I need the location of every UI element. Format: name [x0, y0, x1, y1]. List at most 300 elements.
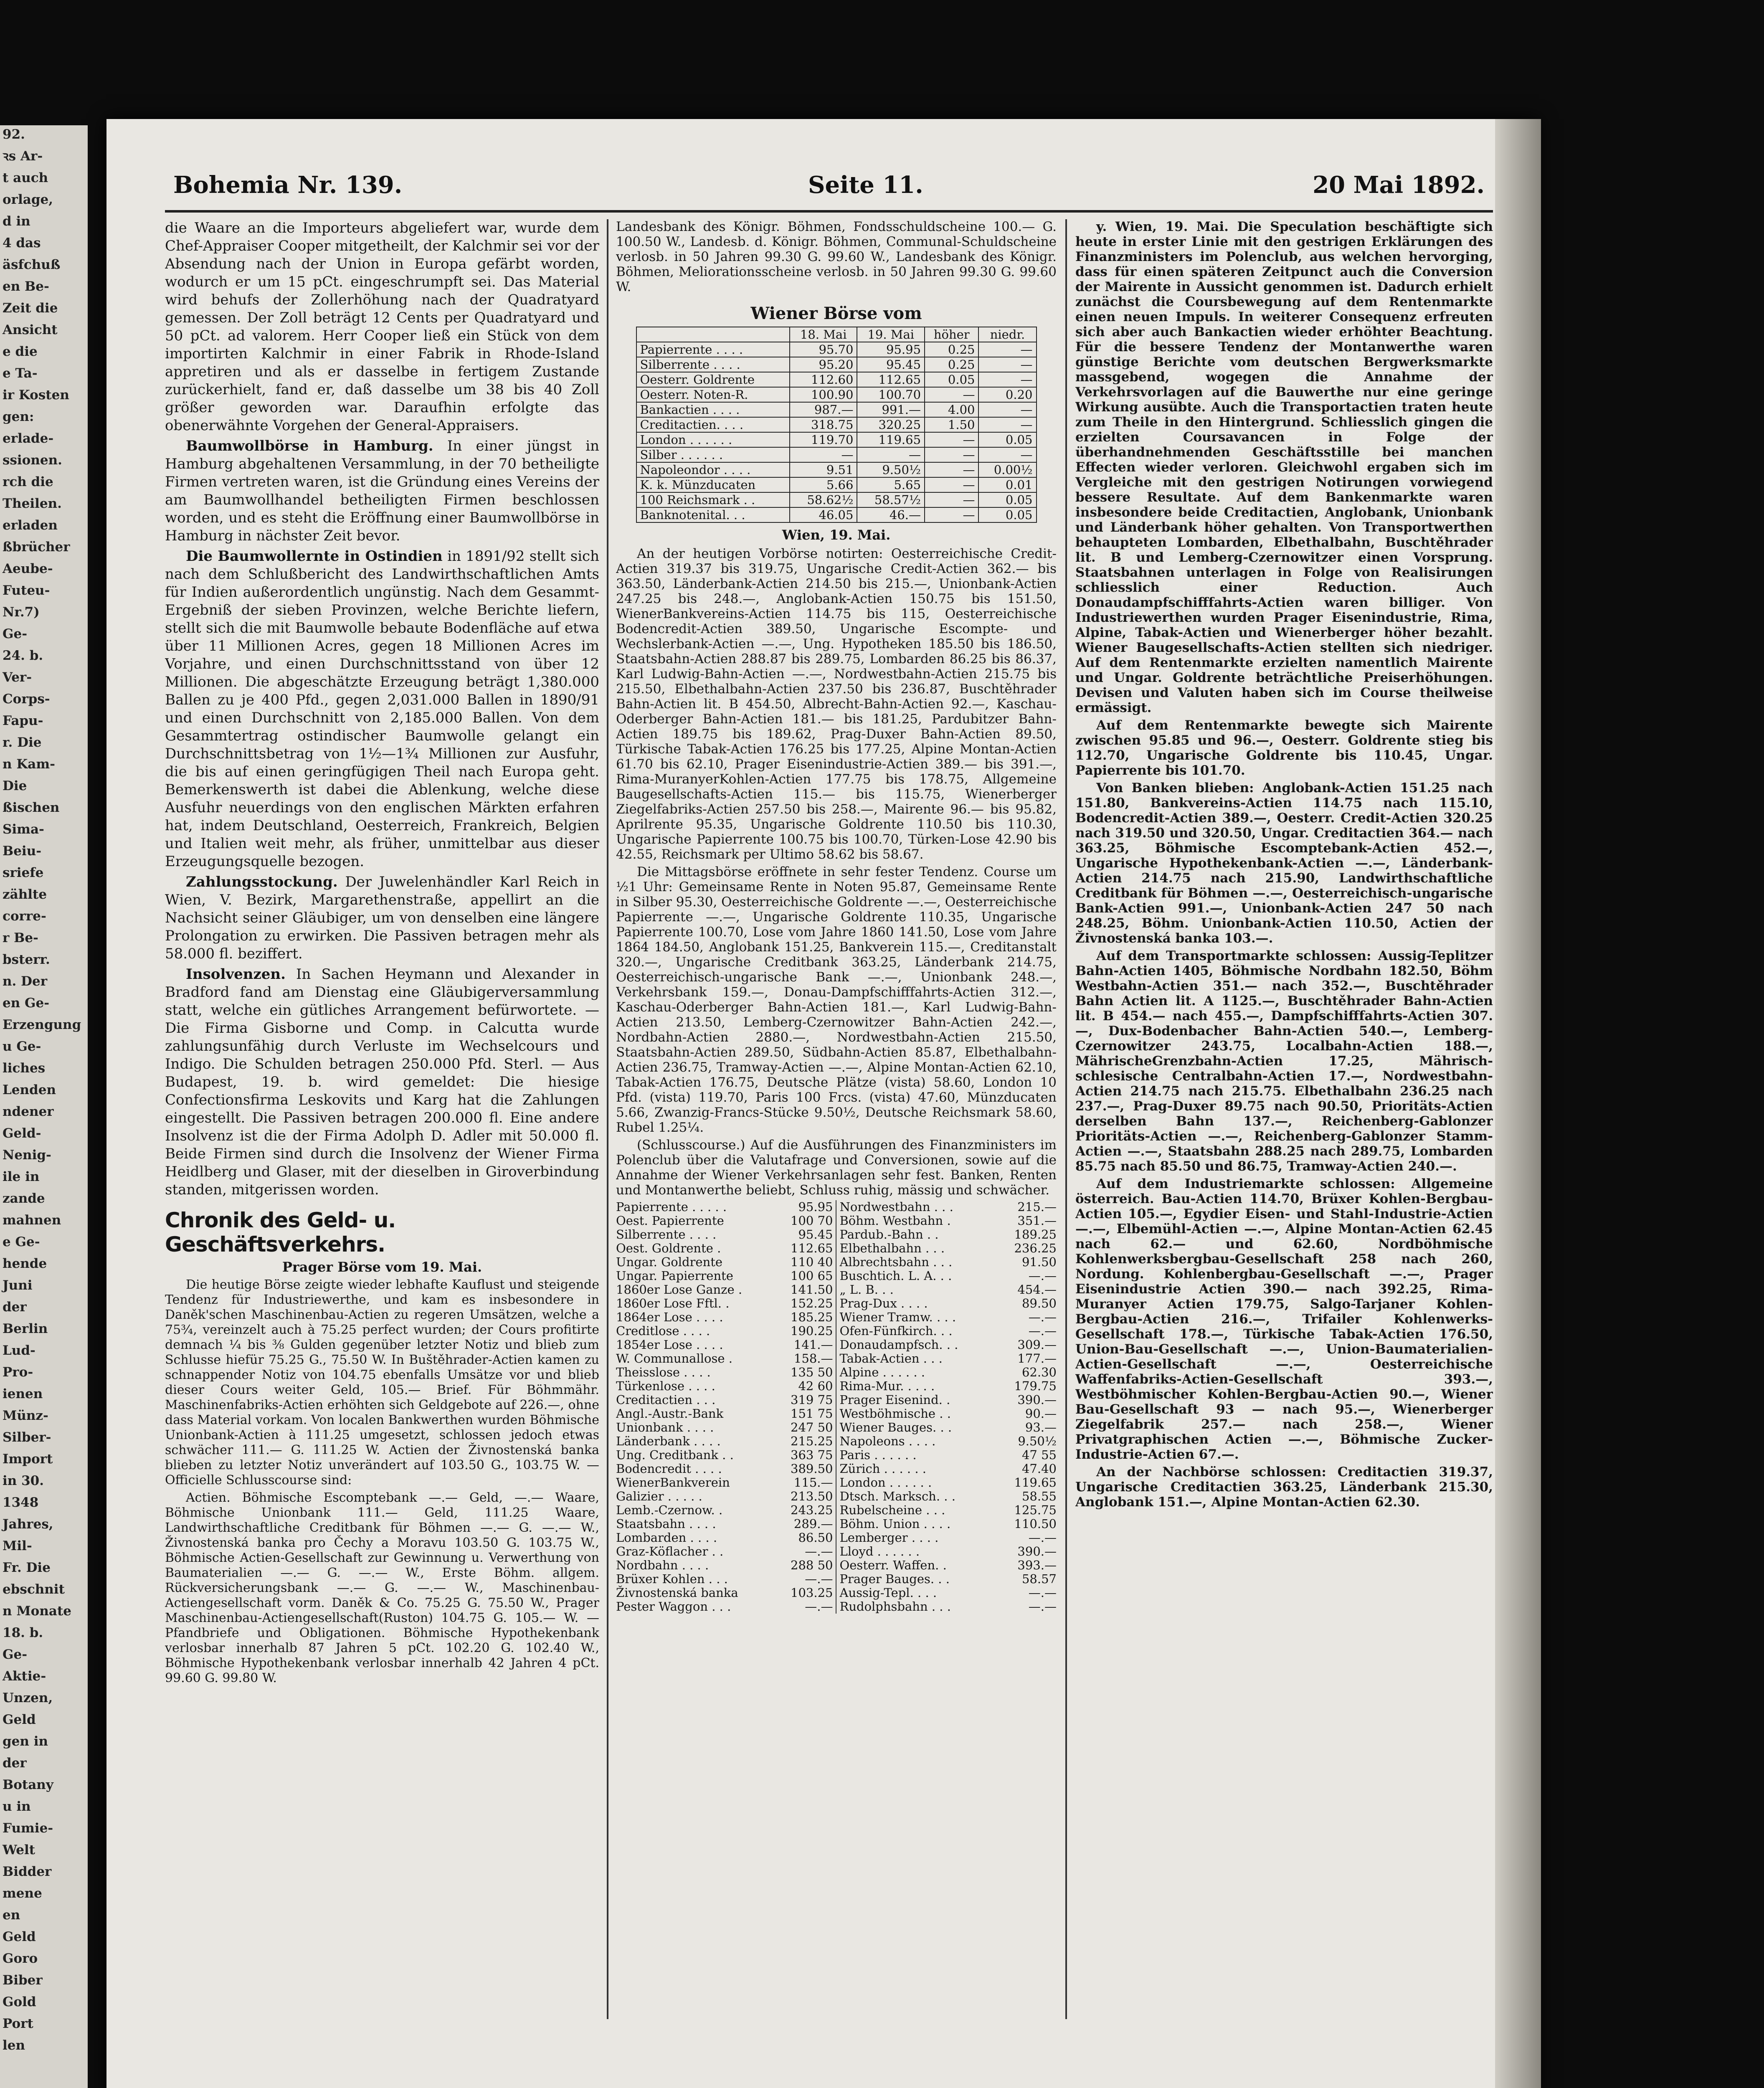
table-cell: 1.50 [925, 417, 978, 432]
left-page-text-fragment: rch die [3, 474, 53, 489]
left-page-text-fragment: ꝛs Ar- [3, 149, 43, 164]
table-cell: 58.57½ [857, 492, 925, 507]
left-page-text-fragment: corre- [3, 909, 46, 924]
security-name: Oest. Papierrente [616, 1214, 724, 1228]
security-price: 309.— [1017, 1338, 1057, 1352]
security-name: Prag-Dux . . . . [839, 1296, 928, 1310]
left-page-text-fragment: Sima- [3, 822, 44, 837]
article-text: in 1891/92 stellt sich nach dem Schlußbericht des Landwirthschaftlichen Amts für Indien außerordentlich ungünstig. Nach dem Gesammt-Ergebniß der sieben Provinzen, welche Berichte liefern, stellt sich die mit Baumwolle bebaute Bodenfläche auf etwa über 11 Millionen Acres, gegen 18 Millionen Acres im Vorjahre, und einen Durchschnittsstand von über 12 Millionen. Die abgeschätzte Erzeugung beträgt 1,380.000 Ballen zu je 400 Pfd., gegen 2,031.000 Ballen in 1890/91 und einen Durchschnitt von 2,185.000 Ballen. Von dem Gesammtertrag ostindischer Baumwolle gelangt ein Durchschnittsbetrag von 1½—1¾ Millionen zur Ausfuhr, die bis auf einen geringfügigen Theil nach Europa geht. Bemerkenswerth ist dabei die Ablenkung, welche diese Ausfuhr neuerdings von den englischen Märkten erfahren hat, indem Deutschland, Oesterreich, Frankreich, Belgien und Italien weit mehr, als früher, unmittelbar aus dieser Erzeugungsquelle bezogen. [165, 548, 599, 870]
header-rule [165, 210, 1493, 213]
security-price: 190.25 [791, 1324, 833, 1338]
newspaper-page [106, 119, 1539, 2088]
page-number: Seite 11. [808, 171, 923, 199]
table-cell: 0.20 [978, 387, 1036, 402]
table-cell: 5.66 [790, 477, 857, 492]
security-name: Dtsch. Marksch. . . [839, 1489, 956, 1503]
list-item [840, 1269, 1057, 1283]
left-page-text-fragment: 18. b. [3, 1625, 43, 1640]
security-name: Zürich . . . . . . [839, 1462, 927, 1476]
security-name: Donaudampfsch. . . [839, 1338, 958, 1352]
list-item [616, 1476, 833, 1490]
security-price: 288 50 [791, 1558, 833, 1572]
list-item [616, 1434, 833, 1448]
column-divider [607, 219, 608, 2019]
security-price: 58.57 [1021, 1572, 1057, 1586]
left-page-text-fragment: len [3, 2038, 25, 2053]
table-cell: — [857, 447, 925, 462]
article-paragraph: Die Mittagsbörse eröffnete in sehr fester Tendenz. Course um ½1 Uhr: Gemeinsame Rente in Noten 95.87, Gemeinsame Rente in Silber 95.30, Oesterreichische Goldrente —.—, Oesterreichische Papierrente —.—, Ungarische Goldrente 110.35, Ungarische Papierrente 100.70, Lose vom Jahre 1860 141.50, Lose vom Jahre 1864 184.50, Anglobank 151.25, Bankverein 115.—, Creditanstalt 320.—, Ungarische Creditbank 363.25, Länderbank 214.75, Oesterreichisch-ungarische Bank —.—, Unionbank 248.—, Verkehrsbank 159.—, Donau-Dampfschifffahrts-Actien 312.—, Kaschau-Oderberger Bahn-Actien 181.—, Karl Ludwig-Bahn-Actien 213.50, Lemberg-Czernowitzer Bahn-Actien 242.—, Nordbahn-Actien 2880.—, Nordwestbahn-Actien 215.50, Staatsbahn-Actien 289.50, Südbahn-Actien 85.87, Elbethalbahn-Actien 236.75, Tramway-Actien —.—, Alpine Montan-Actien 62.10, Tabak-Actien 176.75, Deutsche Plätze (vista) 58.60, London 10 Pfd. (vista) 119.70, Paris 100 Frcs. (vista) 47.60, Münzducaten 5.66, Zwanzig-Francs-Stücke 9.50½, Deutsche Reichsmark 58.60, Rubel 1.25¼. [616, 864, 1057, 1135]
list-item [616, 1462, 833, 1476]
table-cell: — [925, 447, 978, 462]
left-page-text-fragment: Geld [3, 1929, 36, 1944]
security-price: 42 60 [798, 1379, 833, 1393]
left-page-text-fragment: ssionen. [3, 453, 62, 468]
list-item [616, 1310, 833, 1324]
security-name: Graz-Köflacher . . [616, 1544, 724, 1558]
left-page-text-fragment: Gold [3, 1994, 36, 2009]
table-cell: — [790, 447, 857, 462]
security-name: London . . . . . . [839, 1475, 932, 1490]
list-item [840, 1407, 1057, 1421]
security-price: 319 75 [791, 1393, 833, 1407]
left-page-text-fragment: Silber- [3, 1430, 51, 1445]
list-item [840, 1242, 1057, 1255]
article-paragraph: Auf dem Transportmarkte schlossen: Aussig-Teplitzer Bahn-Actien 1405, Böhmische Nordbahn 182.50, Böhm Westbahn-Actien 351.— nach 352.—, Buschtěhrader Bahn Actien lit. A 1125.—, Buschtěhrader Bahn-Actien lit. B 454.— nach 455.—, Dampfschifffahrts-Actien 307.—, Dux-Bodenbacher Bahn-Actien 540.—, Lemberg-Czernowitzer 243.75, Localbahn-Actien 188.—, MährischeGrenzbahn-Actien 17.25, Mährisch-schlesische Centralbahn-Actien 17.—, Nordwestbahn-Actien 214.75 nach 215.75. Elbethalbahn 236.25 nach 237.—, Prag-Duxer 89.75 nach 90.50, Prioritäts-Actien derselben Bahn 137.—, Reichenberg-Gablonzer Prioritäts-Actien —.—, Reichenberg-Gablonzer Stamm-Actien —.—, Staatsbahn 288.25 nach 289.75, Lombarden 85.75 nach 85.50 und 86.75, Tramway-Actien 240.—. [1075, 948, 1493, 1174]
list-item [840, 1228, 1057, 1242]
left-page-text-fragment: d in [3, 214, 30, 229]
left-page-text-fragment: en Be- [3, 279, 49, 294]
security-name: Albrechtsbahn . . . [839, 1255, 953, 1269]
table-row [636, 492, 1037, 507]
left-page-text-fragment: Mil- [3, 1538, 32, 1553]
security-price: 389.50 [791, 1462, 833, 1476]
security-name: 1860er Lose Ganze . [616, 1282, 743, 1297]
security-name: Rima-Mur. . . . . [839, 1379, 935, 1393]
security-price: 110 40 [791, 1255, 833, 1269]
list-item [840, 1379, 1057, 1393]
security-price: 119.65 [1014, 1475, 1057, 1490]
list-item [840, 1214, 1057, 1228]
list-item [840, 1310, 1057, 1324]
table-cell: 58.62½ [790, 492, 857, 507]
left-page-text-fragment: Botany [3, 1777, 53, 1792]
table-cell: 119.70 [790, 432, 857, 447]
security-name: Aussig-Tepl. . . . [839, 1586, 937, 1600]
security-price: —.— [805, 1599, 833, 1614]
list-item [616, 1338, 833, 1352]
security-price: 454.— [1017, 1282, 1057, 1297]
security-price: 151 75 [791, 1406, 833, 1421]
security-name: Nordwestbahn . . . [839, 1200, 953, 1214]
table-cell: London . . . . . . [636, 432, 790, 447]
security-price: —.— [1028, 1531, 1057, 1545]
table-cell: — [925, 507, 978, 522]
list-item [840, 1434, 1057, 1448]
security-name: WienerBankverein [616, 1475, 730, 1490]
list-item [616, 1269, 833, 1283]
table-cell: 0.25 [925, 342, 978, 357]
left-page-text-fragment: n. Der [3, 974, 48, 989]
list-item [616, 1393, 833, 1407]
quotes-list-left [616, 1200, 836, 1614]
left-page-text-fragment: Ge- [3, 1647, 28, 1662]
list-item [616, 1421, 833, 1434]
table-cell: — [978, 402, 1036, 417]
security-name: Türkenlose . . . . [616, 1379, 715, 1393]
left-page-text-fragment: der [3, 1756, 27, 1771]
list-item [840, 1558, 1057, 1572]
left-page-text-fragment: der [3, 1300, 27, 1315]
exchange-rate-table [636, 327, 1037, 523]
security-name: Pardub.-Bahn . . [839, 1227, 939, 1242]
table-cell: 100.90 [790, 387, 857, 402]
article-paragraph: An der heutigen Vorbörse notirten: Oesterreichische Credit-Actien 319.37 bis 319.75, Ungarische Credit-Actien 362.— bis 363.50, Länderbank-Actien 214.50 bis 215.—, Unionbank-Actien 247.25 bis 248.—, Anglobank-Actien 150.75 bis 151.50, WienerBankvereins-Actien 114.75 bis 115, Oesterreichische Bodencredit-Actien 389.50, Ungarische Escompte- und Wechslerbank-Actien —.—, Ung. Hypotheken 185.50 bis 186.50, Staatsbahn-Actien 288.87 bis 289.75, Lombarden 86.25 bis 86.37, Karl Ludwig-Bahn-Actien —.—, Nordwestbahn-Actien 215.75 bis 215.50, Elbethalbahn-Actien 237.50 bis 236.87, Buschtěhrader Bahn-Actien lit. B 454.50, Albrecht-Bahn-Actien 92.—, Kaschau-Oderberger Bahn-Actien 181.— bis 181.25, Pardubitzer Bahn-Actien 189.75 bis 189.62, Prag-Duxer Bahn-Actien 89.50, Türkische Tabak-Actien 176.25 bis 177.25, Alpine Montan-Actien 61.70 bis 62.10, Prager Eisenindustrie-Actien 389.— bis 391.—, Rima-MuranyerKohlen-Actien 177.75 bis 178.75, Allgemeine Baugesellschafts-Actien 115.— bis 115.75, Wienerberger Ziegelfabriks-Actien 257.50 bis 258.—, Mairente 96.— bis 95.82, Aprilrente 95.35, Ungarische Goldrente 110.50 bis 110.30, Ungarische Papierrente 100.75 bis 100.70, Türken-Lose 42.90 bis 42.55, Reichsmark per Ultimo 58.62 bis 58.67. [616, 546, 1057, 862]
table-cell: 0.05 [978, 432, 1036, 447]
left-page-text-fragment: Ge- [3, 626, 28, 641]
article-lead: Baumwollbörse in Hamburg. [186, 438, 433, 454]
security-name: Paris . . . . . . [839, 1448, 917, 1462]
article-paragraph [165, 437, 599, 545]
left-page-text-fragment: liches [3, 1061, 46, 1076]
list-item [616, 1228, 833, 1242]
security-price: 103.25 [791, 1586, 833, 1600]
left-page-text-fragment: en [3, 1908, 20, 1923]
page-edge [1495, 119, 1541, 2088]
list-item [616, 1255, 833, 1269]
security-price: 179.75 [1014, 1379, 1057, 1393]
list-item [616, 1366, 833, 1379]
article-paragraph: Die heutige Börse zeigte wieder lebhafte Kauflust und steigende Tendenz für Industriewerthe, und kam es insbesondere in Daněk'schen Maschinenbau-Actien zu regeren Umsätzen, welche a 75¾, vereinzelt auch à 75.25 perfect wurden; der Cours profitirte demnach ¼ bis ⅜ Gulden gegenüber letzter Notiz und blieb zum Schlusse hiefür 75.25 G., 75.50 W. In Buštěhrader-Actien kamen zu schnappender Notiz von 104.75 ebenfalls Umsätze vor und blieb dieser Cours weiter Geld, 105.— Brief. Für Böhmmähr. Maschinenfabriks-Actien erhöhten sich Geldgebote auf 226.—, ohne dass Material vorkam. Von localen Bankwerthen wurden Böhmische Unionbank-Actien à 111.25 umgesetzt, schlossen jedoch etwas schwächer 111.— G. 111.25 W. Actien der Živnostenská banka blieben zu letzter Notiz unverändert auf 103.50 G., 103.75 W. — Officielle Schlusscourse sind: [165, 1277, 599, 1487]
security-price: 363 75 [791, 1448, 833, 1462]
list-item [616, 1242, 833, 1255]
security-price: 390.— [1017, 1544, 1057, 1558]
security-name: „ L. B. . . [839, 1282, 894, 1297]
table-header-cell: 18. Mai [790, 327, 857, 342]
left-page-text-fragment: Pro- [3, 1365, 33, 1380]
left-page-text-fragment: ßbrücher [3, 540, 70, 555]
left-page-text-fragment: zande [3, 1191, 45, 1206]
security-price: 177.— [1017, 1351, 1057, 1366]
list-item [840, 1448, 1057, 1462]
left-page-text-fragment: Zeit die [3, 301, 58, 316]
security-name: Wiener Bauges. . . [839, 1420, 952, 1434]
table-cell: 987.— [790, 402, 857, 417]
security-price: 189.25 [1014, 1227, 1057, 1242]
table-cell: Papierrente . . . . [636, 342, 790, 357]
table-cell: — [978, 417, 1036, 432]
security-name: Lloyd . . . . . . [839, 1544, 920, 1558]
security-name: Lombarden . . . . [616, 1531, 717, 1545]
column-divider [1065, 219, 1067, 2019]
list-item [616, 1283, 833, 1297]
security-price: 158.— [793, 1351, 833, 1366]
security-price: 9.50½ [1018, 1434, 1057, 1448]
list-item [616, 1448, 833, 1462]
left-page-text-fragment: Berlin [3, 1321, 48, 1336]
left-page-text-fragment: Import [3, 1452, 53, 1467]
security-name: Ungar. Papierrente [616, 1269, 733, 1283]
table-cell: — [925, 462, 978, 477]
security-name: Alpine . . . . . . [839, 1365, 925, 1379]
left-page-text-fragment: Bidder [3, 1864, 52, 1879]
table-cell: — [925, 432, 978, 447]
table-header-row [636, 327, 1037, 342]
security-name: Lemb.-Czernow. . [616, 1503, 723, 1517]
table-cell: 119.65 [857, 432, 925, 447]
table-cell: K. k. Münzducaten [636, 477, 790, 492]
table-cell: — [925, 492, 978, 507]
article-paragraph [165, 965, 599, 1199]
security-price: 47 55 [1021, 1448, 1057, 1462]
table-cell: 46.05 [790, 507, 857, 522]
article-lead: Zahlungsstockung. [186, 874, 338, 890]
article-lead: Die Baumwollernte in Ostindien [186, 548, 443, 565]
table-cell: 95.45 [857, 357, 925, 372]
security-name: Creditlose . . . . [616, 1324, 710, 1338]
table-cell: 0.05 [925, 372, 978, 387]
security-name: Buschtich. L. A. . . [839, 1269, 952, 1283]
security-name: Elbethalbahn . . . [839, 1241, 945, 1255]
table-row [636, 357, 1037, 372]
article-paragraph: y. Wien, 19. Mai. Die Speculation beschäftigte sich heute in erster Linie mit den gestrigen Erklärungen des Finanzministers im Polenclub, aus welchen hervorging, dass für einen späteren Zeitpunct auch die Conversion der Mairente in Aussicht genommen ist. Dadurch erhielt zunächst die Coursbewegung auf dem Rentenmarkte einen neuen Impuls. In weiterer Consequenz erfreuten sich aber auch Bankactien wieder erhöhter Beachtung. Für die bessere Tendenz der Montanwerthe waren günstige Berichte vom deutschen Bergwerksmarkte massgebend, wogegen die Annahme der Verkehrsvorlagen auf die Bauwerthe nur eine geringe Wirkung ausübte. Auch die Transportactien traten heute zum Theile in den Hintergrund. Schliesslich gingen die erzielten Coursavancen in Folge der überhandnehmenden Geschäftsstille bei manchen Effecten wieder verloren. Gleichwohl ergaben sich im Vergleiche mit den gestrigen Notirungen vorwiegend bessere Resultate. Auf dem Bankenmarkte waren insbesondere beide Creditactien, Anglobank, Unionbank und Länderbank höher gehalten. Von Transportwerthen behaupteten Lombarden, Elbethalbahn, Buschtěhrader lit. B und Lemberg-Czernowitzer einen Vorsprung. Staatsbahnen unterlagen in Folge von Realisirungen schliesslich einer Reduction. Auch Donaudampfschifffahrts-Actien waren billiger. Von Industriewerthen wurden Prager Eisenindustrie, Rima, Alpine, Tabak-Actien und Wienerberger höher bezahlt. Wiener Baugesellschafts-Actien stellten sich niedriger. Auf dem Rentenmarkte erzielten namentlich Mairente und Ungar. Goldrente beträchtliche Preiserhöhungen. Devisen und Valuten haben sich im Course theilweise ermässigt. [1075, 219, 1493, 715]
article-text: In einer jüngst in Hamburg abgehaltenen Versammlung, in der 70 betheiligte Firmen vertreten waren, ist die Gründung eines Vereins der am Baumwollhandel betheiligten Firmen beschlossen worden, und es steht die Eröffnung einer Baumwollbörse in Hamburg in nächster Zeit bevor. [165, 438, 599, 544]
list-item [840, 1297, 1057, 1310]
table-cell: Silber . . . . . . [636, 447, 790, 462]
security-price: 58.55 [1021, 1489, 1057, 1503]
table-row [636, 477, 1037, 492]
left-page-text-fragment: zählte [3, 887, 47, 902]
list-item [840, 1324, 1057, 1338]
left-page-text-fragment: ßischen [3, 800, 60, 815]
security-name: Galizier . . . . . [616, 1489, 702, 1503]
table-row [636, 402, 1037, 417]
table-cell: — [978, 357, 1036, 372]
security-name: Živnostenská banka [616, 1586, 738, 1600]
security-price: 215.25 [791, 1434, 833, 1448]
article-paragraph: (Schlusscourse.) Auf die Ausführungen des Finanzministers im Polenclub über die Valutafrage und Conversionen, sowie auf die Annahme der Wiener Verkehrsanlagen sehr fest. Banken, Renten und Montanwerthe beliebt, Schluss ruhig, mässig und schwächer. [616, 1138, 1057, 1198]
list-item [616, 1324, 833, 1338]
list-item [616, 1200, 833, 1214]
security-price: 89.50 [1021, 1296, 1057, 1310]
column-2 [616, 219, 1057, 2019]
security-price: 215.— [1017, 1200, 1057, 1214]
left-page-text-fragment: r. Die [3, 735, 42, 750]
left-page-text-fragment: Futeu- [3, 583, 50, 598]
quotes-list-right [836, 1200, 1057, 1614]
left-page-text-fragment: ile in [3, 1169, 40, 1184]
security-price: 213.50 [791, 1489, 833, 1503]
left-page-text-fragment: ienen [3, 1386, 43, 1401]
security-name: Staatsbahn . . . . [616, 1517, 716, 1531]
table-cell: 320.25 [857, 417, 925, 432]
article-text: Der Juwelenhändler Karl Reich in Wien, V. Bezirk, Margarethenstraße, appellirt an die Nachsicht seiner Gläubiger, um von denselben eine längere Prolongation zu erwirken. Die Passiven betragen mehr als 58.000 fl. beziffert. [165, 874, 599, 962]
left-page-fragment [0, 125, 88, 2088]
left-page-text-fragment: en Ge- [3, 996, 50, 1011]
left-page-text-fragment: Port [3, 2016, 33, 2031]
security-name: Westböhmische . . [839, 1406, 951, 1421]
left-page-text-fragment: u in [3, 1799, 31, 1814]
left-page-text-fragment: ndener [3, 1104, 54, 1119]
list-item [840, 1490, 1057, 1503]
table-cell: — [925, 387, 978, 402]
security-price: 236.25 [1014, 1241, 1057, 1255]
table-cell: Silberrente . . . . [636, 357, 790, 372]
table-cell: Oesterr. Noten-R. [636, 387, 790, 402]
security-price: —.— [805, 1572, 833, 1586]
article-text: In Sachen Heymann und Alexander in Bradford fand am Dienstag eine Gläubigerversammlung statt, welche ein gütliches Arrangement befürwortete. — Die Firma Gisborne und Comp. in Calcutta wurde zahlungsunfähig durch Verluste im Wechselcours und Indigo. Die Schulden betragen 250.000 Pfd. Sterl. — Aus Budapest, 19. b. wird gemeldet: Die hiesige Confectionsfirma Leskovits und Karg hat die Zahlungen eingestellt. Die Passiven betragen 200.000 fl. Eine andere Insolvenz ist die der Firma Adolph D. Adler mit 50.000 fl. Beide Firmen sind durch die Insolvenz der Wiener Firma Heidlberg und Glaser, mit der dieselben in Giroverbindung standen, mitgerissen worden. [165, 966, 599, 1198]
table-cell: Napoleondor . . . . [636, 462, 790, 477]
left-page-text-fragment: Welt [3, 1842, 35, 1857]
list-item [616, 1586, 833, 1600]
security-price: 135 50 [791, 1365, 833, 1379]
left-page-text-fragment: Ver- [3, 670, 32, 685]
security-name: Pester Waggon . . . [616, 1599, 731, 1614]
security-price: 100 65 [791, 1269, 833, 1283]
left-page-text-fragment: Geld- [3, 1126, 41, 1141]
security-price: —.— [1028, 1599, 1057, 1614]
table-cell: 991.— [857, 402, 925, 417]
table-header-cell [636, 327, 790, 342]
left-page-text-fragment: r Be- [3, 930, 38, 945]
article-paragraph: Actien. Böhmische Escomptebank —.— Geld, —.— Waare, Böhmische Unionbank 111.— Geld, 111.25 Waare, Landwirthschaftliche Creditbank für Böhmen —.— G. —.— W., Živnostenská banka pro Čechy a Moravu 103.50 G. 103.75 W., Böhmische Actien-Gesellschaft zur Gewinnung u. Verwerthung von Baumaterialien —.— G. —.— W., Erste Böhm. allgem. Rückversicherungsbank —.— G. —.— W., Maschinenbau-Actiengesellschaft vorm. Daněk & Co. 75.25 G. 75.50 W., Prager Maschinenbau-Actiengesellschaft(Ruston) 104.75 G. 105.— W. — Pfandbriefe und Obligationen. Böhmische Hypothekenbank verlosbar innerhalb 87 Jahren 5 pCt. 102.20 G. 102.40 W., Böhmische Hypothekenbank verlosbar innerhalb 42 Jahren 4 pCt. 99.60 G. 99.80 W. [165, 1490, 599, 1685]
security-name: Böhm. Union . . . . [839, 1517, 951, 1531]
left-page-text-fragment: Aeube- [3, 561, 53, 576]
security-name: Bodencredit . . . . [616, 1462, 722, 1476]
table-cell: 112.60 [790, 372, 857, 387]
list-item [840, 1476, 1057, 1490]
table-row [636, 447, 1037, 462]
list-item [840, 1352, 1057, 1366]
table-cell: — [978, 447, 1036, 462]
table-row [636, 387, 1037, 402]
left-page-text-fragment: Goro [3, 1951, 38, 1966]
article-paragraph: Von Banken blieben: Anglobank-Actien 151.25 nach 151.80, Bankvereins-Actien 114.75 nach 115.10, Bodencredit-Actien 389.—, Oesterr. Credit-Actien 320.25 nach 319.50 und 320.50, Ungar. Creditactien 364.— nach 363.25, Böhmische Escomptebank-Actien 452.—, Ungarische Hypothekenbank-Actien —.—, Länderbank-Actien 214.75 nach 215.90, Landwirthschaftliche Creditbank für Böhmen —.—, Oesterreichisch-ungarische Bank-Actien 991.—, Unionbank-Actien 247 50 nach 248.25, Böhm. Unionbank-Actien 110.50, Actien der Živnostenská banka 103.—. [1075, 780, 1493, 946]
left-page-text-fragment: Die [3, 778, 27, 793]
page-header [173, 171, 1485, 209]
left-page-text-fragment: Erzengung [3, 1017, 81, 1032]
security-price: 47.40 [1021, 1462, 1057, 1476]
list-item [616, 1379, 833, 1393]
list-item [840, 1255, 1057, 1269]
security-name: 1854er Lose . . . . [616, 1338, 723, 1352]
list-item [840, 1462, 1057, 1476]
security-price: —.— [1028, 1586, 1057, 1600]
article-paragraph: die Waare an die Importeurs abgeliefert war, wurde dem Chef-Appraiser Cooper mitgetheilt, der Kalchmir sei vor der Absendung nach der Union in Europa gefärbt worden, wodurch er um 15 pCt. eingeschrumpft sei. Das Material wird behufs der Zollerhöhung nach der Quadratyard gemessen. Der Zoll beträgt 12 Cents per Quadratyard und 50 pCt. ad valorem. Herr Cooper ließ ein Stück von dem importirten Kalchmir in einer Fabrik in Rhode-Island appretiren und als er dasselbe in fertigem Zustande zurückerhielt, fand er, daß dasselbe um 38 bis 40 Zoll größer geworden war. Daraufhin erfolgte das obenerwähnte Vorgehen der General-Appraisers. [165, 220, 599, 434]
page-date: 20 Mai 1892. [1313, 171, 1485, 199]
table-row [636, 432, 1037, 447]
security-name: Rubelscheine . . . [839, 1503, 945, 1517]
security-price: 91.50 [1021, 1255, 1057, 1269]
list-item [840, 1531, 1057, 1545]
list-item [840, 1421, 1057, 1434]
list-item [616, 1517, 833, 1531]
left-page-text-fragment: Geld [3, 1712, 36, 1727]
security-price: 86.50 [798, 1531, 833, 1545]
list-item [616, 1490, 833, 1503]
list-item [840, 1393, 1057, 1407]
security-name: Wiener Tramw. . . . [839, 1310, 956, 1324]
left-page-text-fragment: Theilen. [3, 496, 62, 511]
table-cell: 100.70 [857, 387, 925, 402]
left-page-text-fragment: Beiu- [3, 844, 42, 859]
security-price: 390.— [1017, 1393, 1057, 1407]
left-page-text-fragment: mene [3, 1886, 42, 1901]
table-cell: 0.01 [978, 477, 1036, 492]
table-cell: 9.51 [790, 462, 857, 477]
left-page-text-fragment: e Ge- [3, 1234, 40, 1249]
left-page-text-fragment: u Ge- [3, 1039, 41, 1054]
security-price: 125.75 [1014, 1503, 1057, 1517]
list-item [616, 1352, 833, 1366]
security-name: Oest. Goldrente . [616, 1241, 721, 1255]
list-item [840, 1283, 1057, 1297]
article-paragraph [165, 547, 599, 871]
left-page-text-fragment: n Monate [3, 1604, 71, 1619]
table-cell: — [978, 342, 1036, 357]
table-cell: Bankactien . . . . [636, 402, 790, 417]
security-name: Oesterr. Waffen. . [839, 1558, 947, 1572]
table-cell: 5.65 [857, 477, 925, 492]
left-page-text-fragment: mahnen [3, 1213, 61, 1228]
left-page-text-fragment: Unzen, [3, 1690, 53, 1705]
left-page-text-fragment: erladen [3, 518, 58, 533]
article-lead: Insolvenzen. [186, 966, 286, 983]
left-page-text-fragment: Lenden [3, 1082, 56, 1097]
security-name: W. Communallose . [616, 1351, 732, 1366]
security-price: —.— [1028, 1310, 1057, 1324]
left-page-text-fragment: hende [3, 1256, 47, 1271]
left-page-text-fragment: gen: [3, 409, 34, 424]
left-page-text-fragment: 92. [3, 127, 25, 142]
table-cell: 95.95 [857, 342, 925, 357]
table-cell: 0.00½ [978, 462, 1036, 477]
security-price: 115.— [793, 1475, 833, 1490]
list-item [840, 1366, 1057, 1379]
table-cell: Oesterr. Goldrente [636, 372, 790, 387]
security-name: 1860er Lose Fftl. . [616, 1296, 730, 1310]
table-cell: 0.25 [925, 357, 978, 372]
security-price: 112.65 [791, 1241, 833, 1255]
left-page-text-fragment: Lud- [3, 1343, 35, 1358]
table-cell: 0.05 [978, 492, 1036, 507]
left-page-text-fragment: sriefe [3, 865, 44, 880]
security-name: Prager Bauges. . . [839, 1572, 950, 1586]
left-page-text-fragment: Jahres, [3, 1517, 53, 1532]
table-cell: 95.70 [790, 342, 857, 357]
table-cell: 9.50½ [857, 462, 925, 477]
security-price: 152.25 [791, 1296, 833, 1310]
security-name: Brüxer Kohlen . . . [616, 1572, 728, 1586]
left-page-text-fragment: bsterr. [3, 952, 50, 967]
security-name: Unionbank . . . . [616, 1420, 714, 1434]
table-cell: — [925, 477, 978, 492]
security-price: —.— [1028, 1324, 1057, 1338]
security-name: Tabak-Actien . . . [839, 1351, 943, 1366]
security-name: Theisslose . . . . [616, 1365, 711, 1379]
list-item [840, 1586, 1057, 1600]
table-header-cell: 19. Mai [857, 327, 925, 342]
security-price: 95.45 [798, 1227, 833, 1242]
list-item [616, 1214, 833, 1228]
left-page-text-fragment: t auch [3, 170, 48, 185]
closing-quotes-list [616, 1200, 1057, 1614]
list-item [616, 1503, 833, 1517]
left-page-text-fragment: e Ta- [3, 366, 38, 381]
security-name: Silberrente . . . . [616, 1227, 717, 1242]
left-page-text-fragment: ir Kosten [3, 388, 69, 403]
table-row [636, 342, 1037, 357]
security-price: 93.— [1025, 1420, 1057, 1434]
